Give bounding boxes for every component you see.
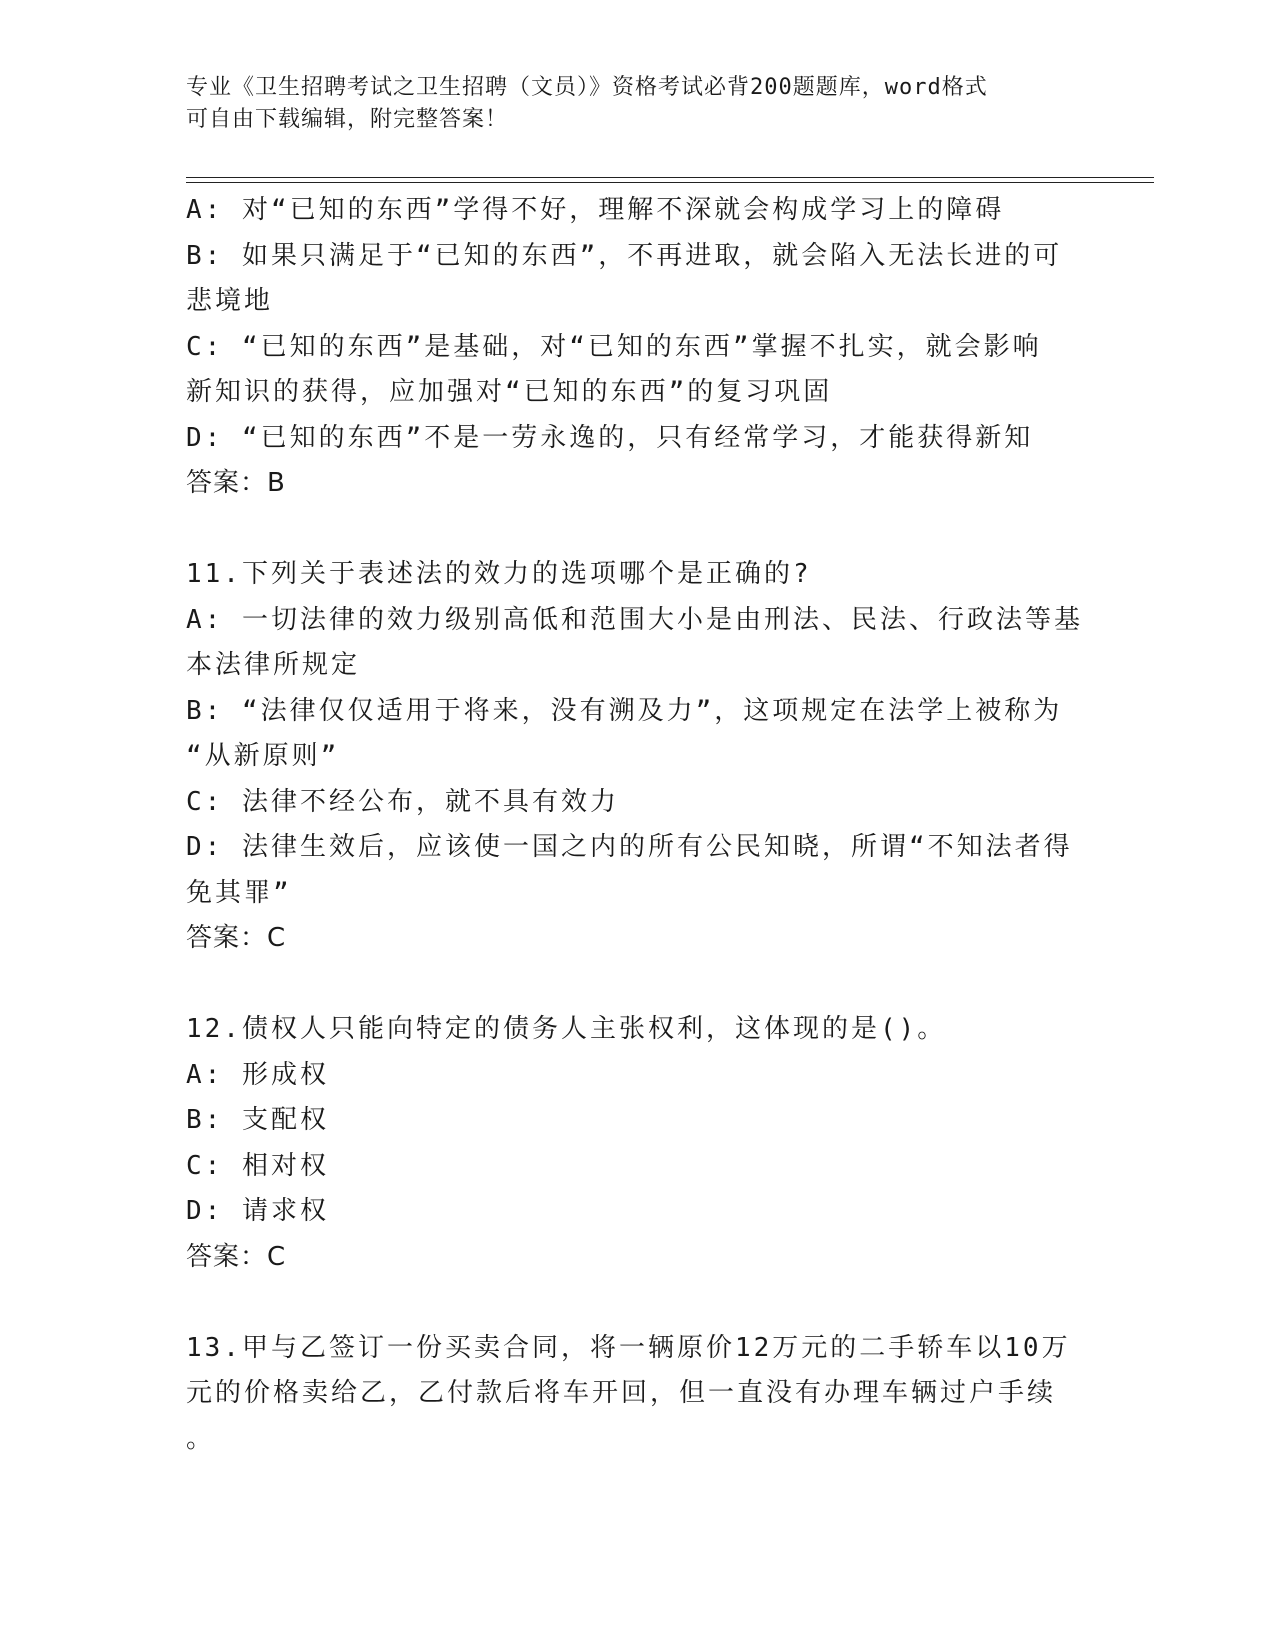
question-content (186, 188, 1086, 1462)
option-line: 悲境地 (186, 286, 274, 316)
question-12 (186, 1007, 1086, 1280)
question-10 (186, 188, 1086, 507)
option-line: B: 如果只满足于“已知的东西”，不再进取，就会陷入无法长进的可 (186, 240, 1063, 271)
option-line: D: 法律生效后，应该使一国之内的所有公民知晓，所谓“不知法者得 (186, 832, 1073, 862)
header-title-line-1: 专业《卫生招聘考试之卫生招聘（文员）》资格考试必背200题题库，word格式 (186, 75, 988, 100)
answer-line: 答案：B (186, 468, 286, 498)
spacer (186, 507, 1086, 553)
option-line: A: 形成权 (186, 1059, 329, 1090)
question-stem: 12.债权人只能向特定的债务人主张权利，这体现的是()。 (186, 1014, 947, 1044)
answer-line: 答案：C (186, 1241, 287, 1272)
header-rule-bottom (186, 182, 1154, 183)
document-header (186, 72, 1066, 136)
option-line: D: 请求权 (186, 1196, 329, 1226)
option-line: D: “已知的东西”不是一劳永逸的，只有经常学习，才能获得新知 (186, 422, 1034, 453)
spacer (186, 962, 1086, 1008)
question-13 (186, 1326, 1086, 1463)
question-stem: 11.下列关于表述法的效力的选项哪个是正确的? (186, 559, 812, 589)
option-line: 新知识的获得，应加强对“已知的东西”的复习巩固 (186, 377, 833, 407)
header-title-line-2: 可自由下载编辑，附完整答案！ (186, 107, 509, 132)
question-stem: 13.甲与乙签订一份买卖合同，将一辆原价12万元的二手轿车以10万 (186, 1332, 1071, 1363)
option-line: A: 一切法律的效力级别高低和范围大小是由刑法、民法、行政法等基 (186, 604, 1083, 635)
option-line: 本法律所规定 (186, 650, 361, 680)
question-11 (186, 552, 1086, 962)
option-line: B: “法律仅仅适用于将来，没有溯及力”，这项规定在法学上被称为 (186, 695, 1063, 726)
spacer (186, 1280, 1086, 1326)
option-line: B: 支配权 (186, 1105, 329, 1135)
header-rule-top (186, 177, 1154, 178)
option-line: C: “已知的东西”是基础，对“已知的东西”掌握不扎实，就会影响 (186, 331, 1042, 362)
question-stem: 。 (186, 1423, 216, 1454)
option-line: A: 对“已知的东西”学得不好，理解不深就会构成学习上的障碍 (186, 195, 1005, 225)
option-line: C: 法律不经公布，就不具有效力 (186, 786, 619, 817)
option-line: C: 相对权 (186, 1150, 329, 1181)
option-line: “从新原则” (186, 741, 340, 771)
answer-line: 答案：C (186, 923, 287, 953)
question-stem: 元的价格卖给乙，乙付款后将车开回，但一直没有办理车辆过户手续 (186, 1378, 1057, 1408)
option-line: 免其罪” (186, 877, 292, 908)
